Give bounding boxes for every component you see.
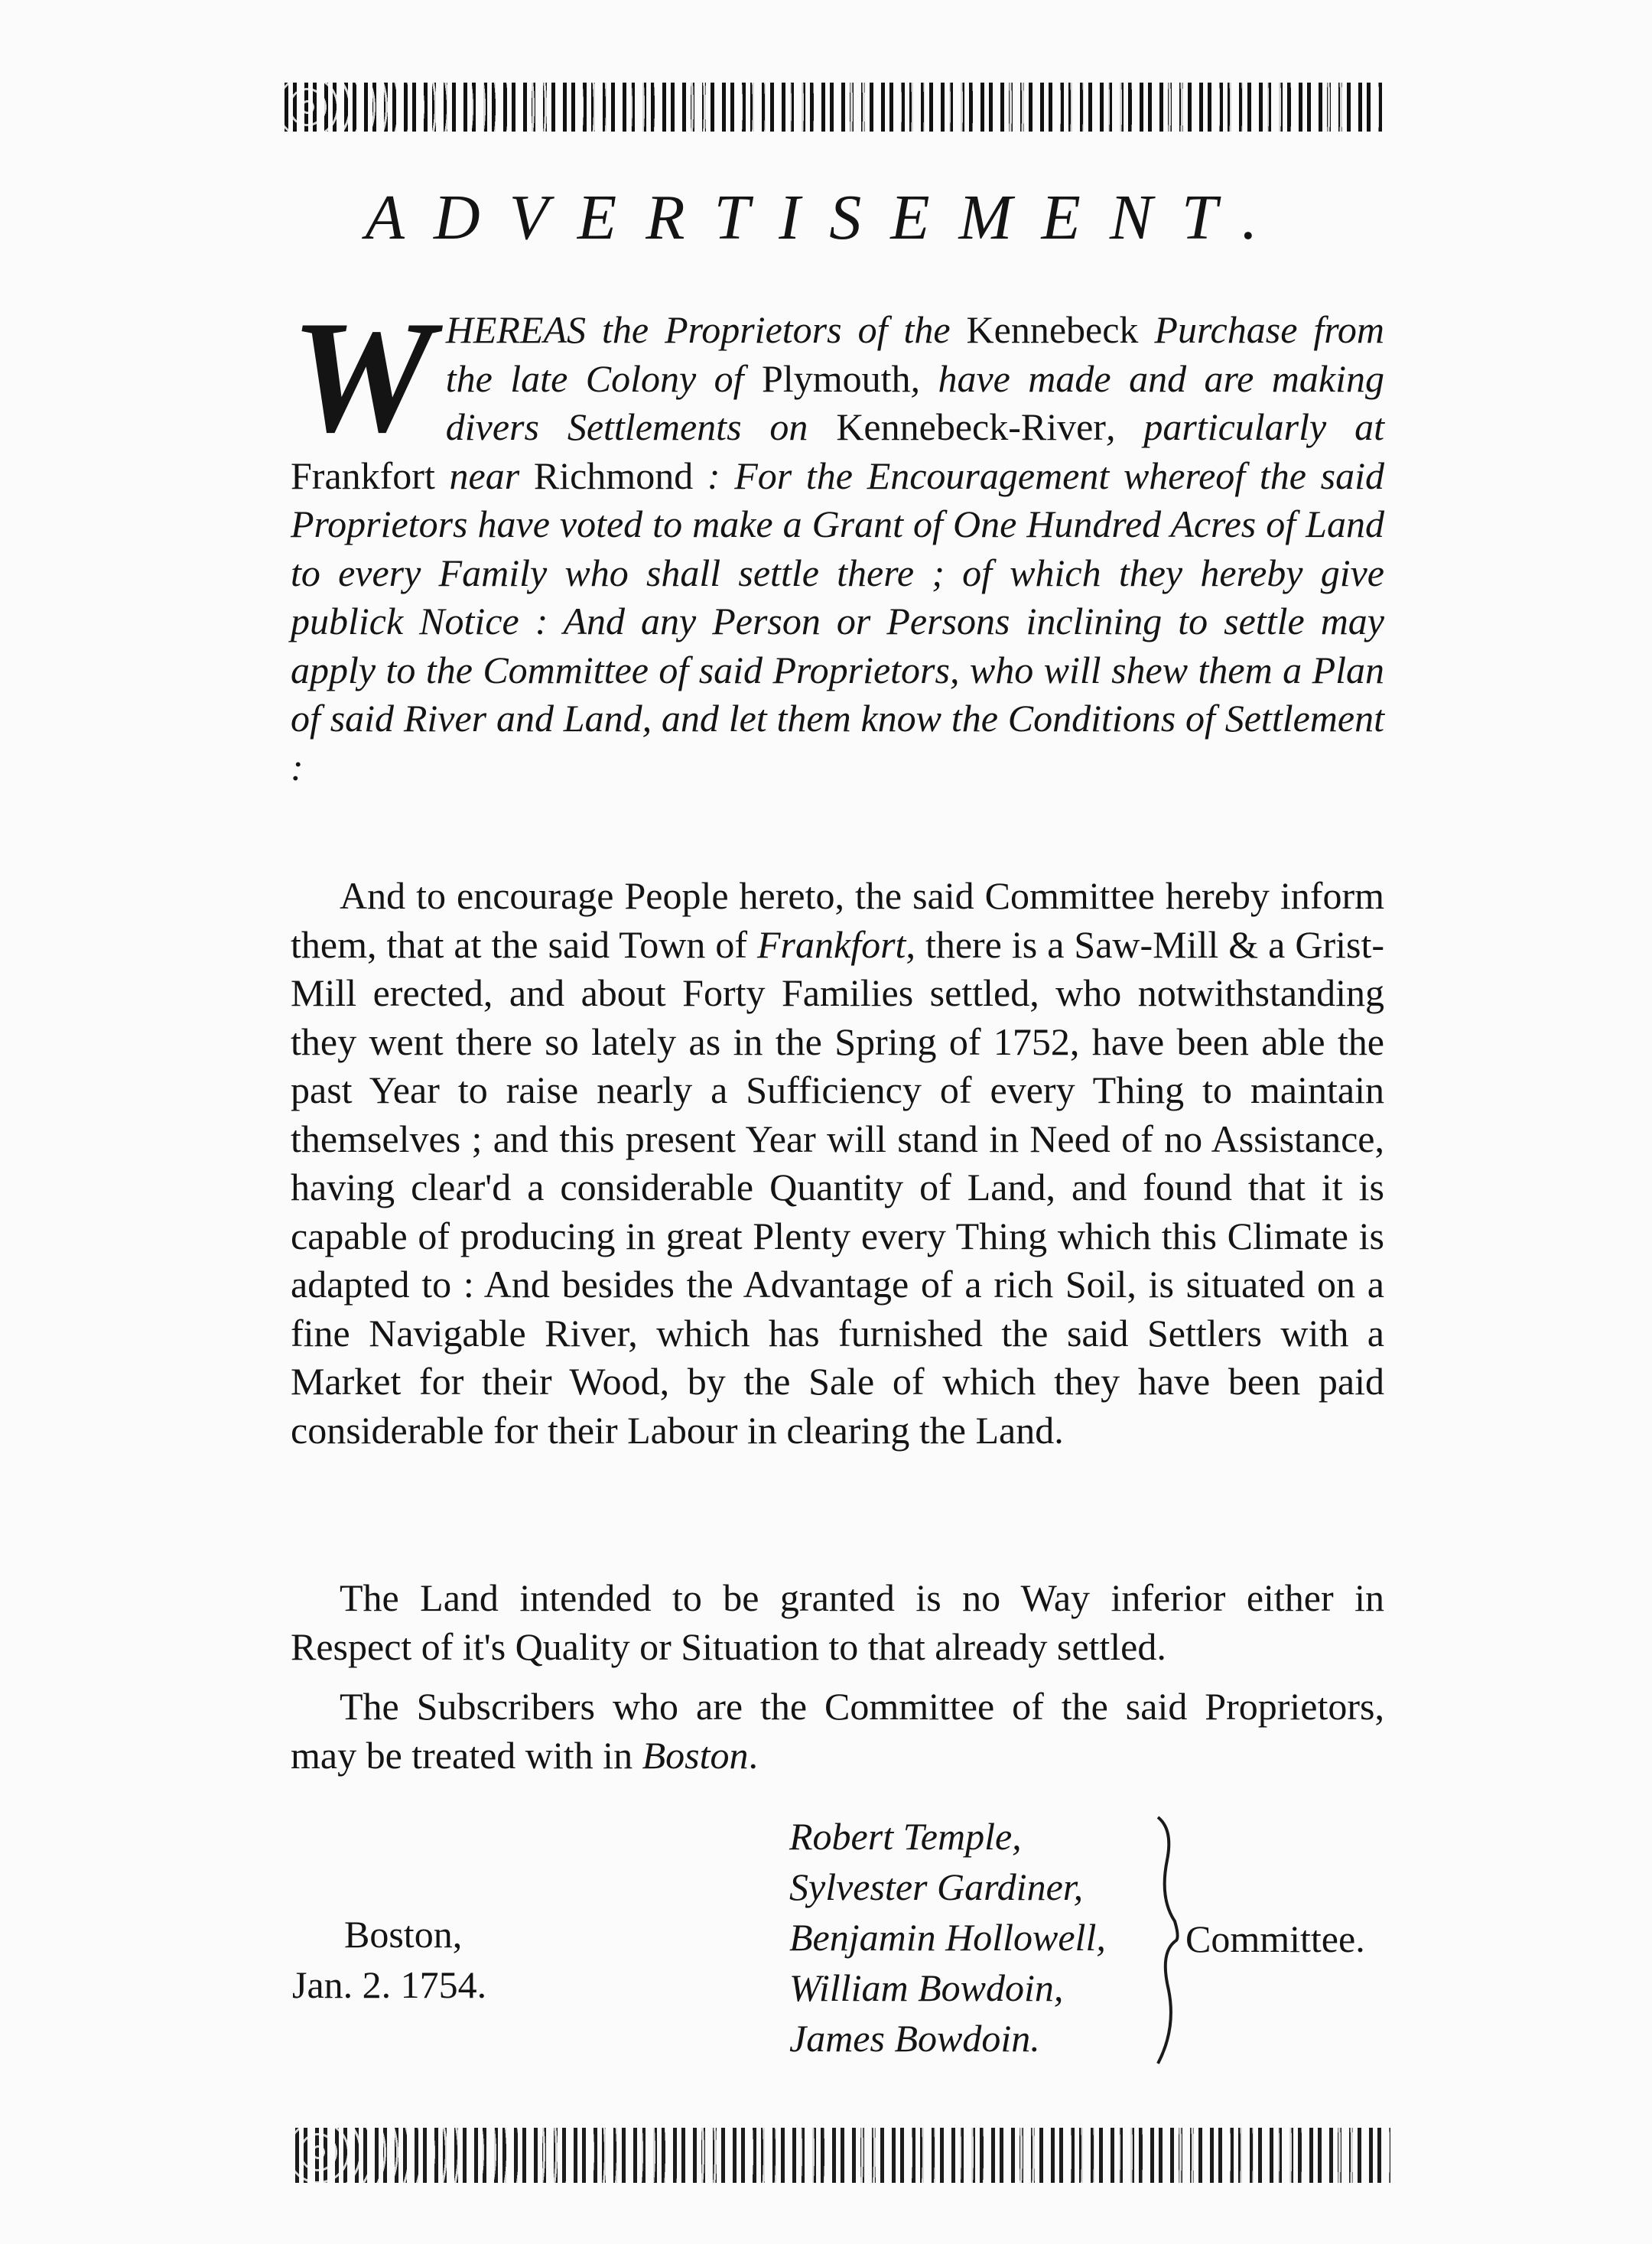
intro-richmond: Richmond	[533, 454, 694, 497]
paragraph-frankfort	[291, 872, 1384, 1455]
top-ornament-border	[285, 83, 1386, 132]
date-line: Jan. 2. 1754.	[292, 1963, 487, 2006]
signer: James Bowdoin.	[789, 2017, 1040, 2060]
intro-text-4: , particularly at	[1105, 405, 1384, 448]
signer: Benjamin Hollowell,	[789, 1916, 1106, 1959]
intro-kennebeck-river: Kennebeck-River	[836, 405, 1106, 448]
intro-text-5: near	[434, 454, 534, 497]
para4-city: Boston	[642, 1733, 749, 1777]
drop-cap: W	[291, 288, 434, 466]
para2-town: Frankfort	[757, 922, 906, 966]
intro-text-2: Purchase from the late Colony of	[445, 308, 1384, 400]
bottom-ornament-border	[295, 2128, 1390, 2183]
signer: Sylvester Gardiner,	[789, 1865, 1084, 1908]
intro-kennebeck: Kennebeck	[966, 308, 1139, 351]
committee-label: Committee.	[1185, 1917, 1365, 1960]
signer: Robert Temple,	[789, 1815, 1022, 1858]
para2-text-b: , there is a Saw-Mill & a Grist-Mill erected, and about Forty Families settled, who notwithstanding they went there so lately as in the Spring of 1752, have been able the past Year to raise nearly a Sufficiency of every Thing to maintain themselves ; and this present Year will stand in Need of no Assistance, having clear'd a considerable Quantity of Land, and found that it is capable of producing in great Plenty every Thing which this Climate is adapted to : And besides the Advantage of a rich Soil, is situated on a fine Navigable River, which has furnished the said Settlers with a Market for their Wood, by the Sale of which they have been paid considerable for their Labour in clearing the Land.	[291, 922, 1384, 1452]
intro-text-1: the Proprietors of the	[586, 308, 967, 351]
paragraph-land: The Land intended to be granted is no Way inferior either in Respect of it's Quality or Situation to that already settled.	[291, 1576, 1384, 1668]
intro-frankfort: Frankfort	[291, 454, 435, 497]
intro-paragraph	[291, 288, 1384, 792]
intro-plymouth: Plymouth	[762, 356, 911, 400]
place-name: Boston,	[344, 1913, 463, 1956]
intro-text-3: , have made and are making divers Settlements on	[445, 356, 1384, 448]
signers-list	[789, 1811, 1106, 2064]
intro-text-6: : For the Encouragement whereof the said Proprietors have voted to make a Grant of One Hundred Acres of Land to every Family who shall settle there ; of which they hereby give publick Notice : And any Person or Persons inclining to settle may apply to the Committee of said Proprietors, who will shew them a Plan of said River and Land, and let them know the Conditions of Settlement :	[291, 454, 1384, 789]
para2-text-a: And to encourage People hereto, the said Committee hereby inform them, that at the said Town of	[291, 874, 1384, 966]
para4-text-a: The Subscribers who are the Committee of the said Proprietors, may be treated with in	[291, 1685, 1384, 1777]
page-title: ADVERTISEMENT.	[365, 182, 1287, 253]
intro-lead: HEREAS	[445, 308, 587, 351]
place-date-block	[292, 1909, 486, 2010]
paragraph-subscribers	[291, 1683, 1384, 1780]
signer: William Bowdoin,	[789, 1966, 1064, 2009]
para4-text-b: .	[748, 1733, 758, 1777]
brace-icon	[1153, 1814, 1184, 2067]
